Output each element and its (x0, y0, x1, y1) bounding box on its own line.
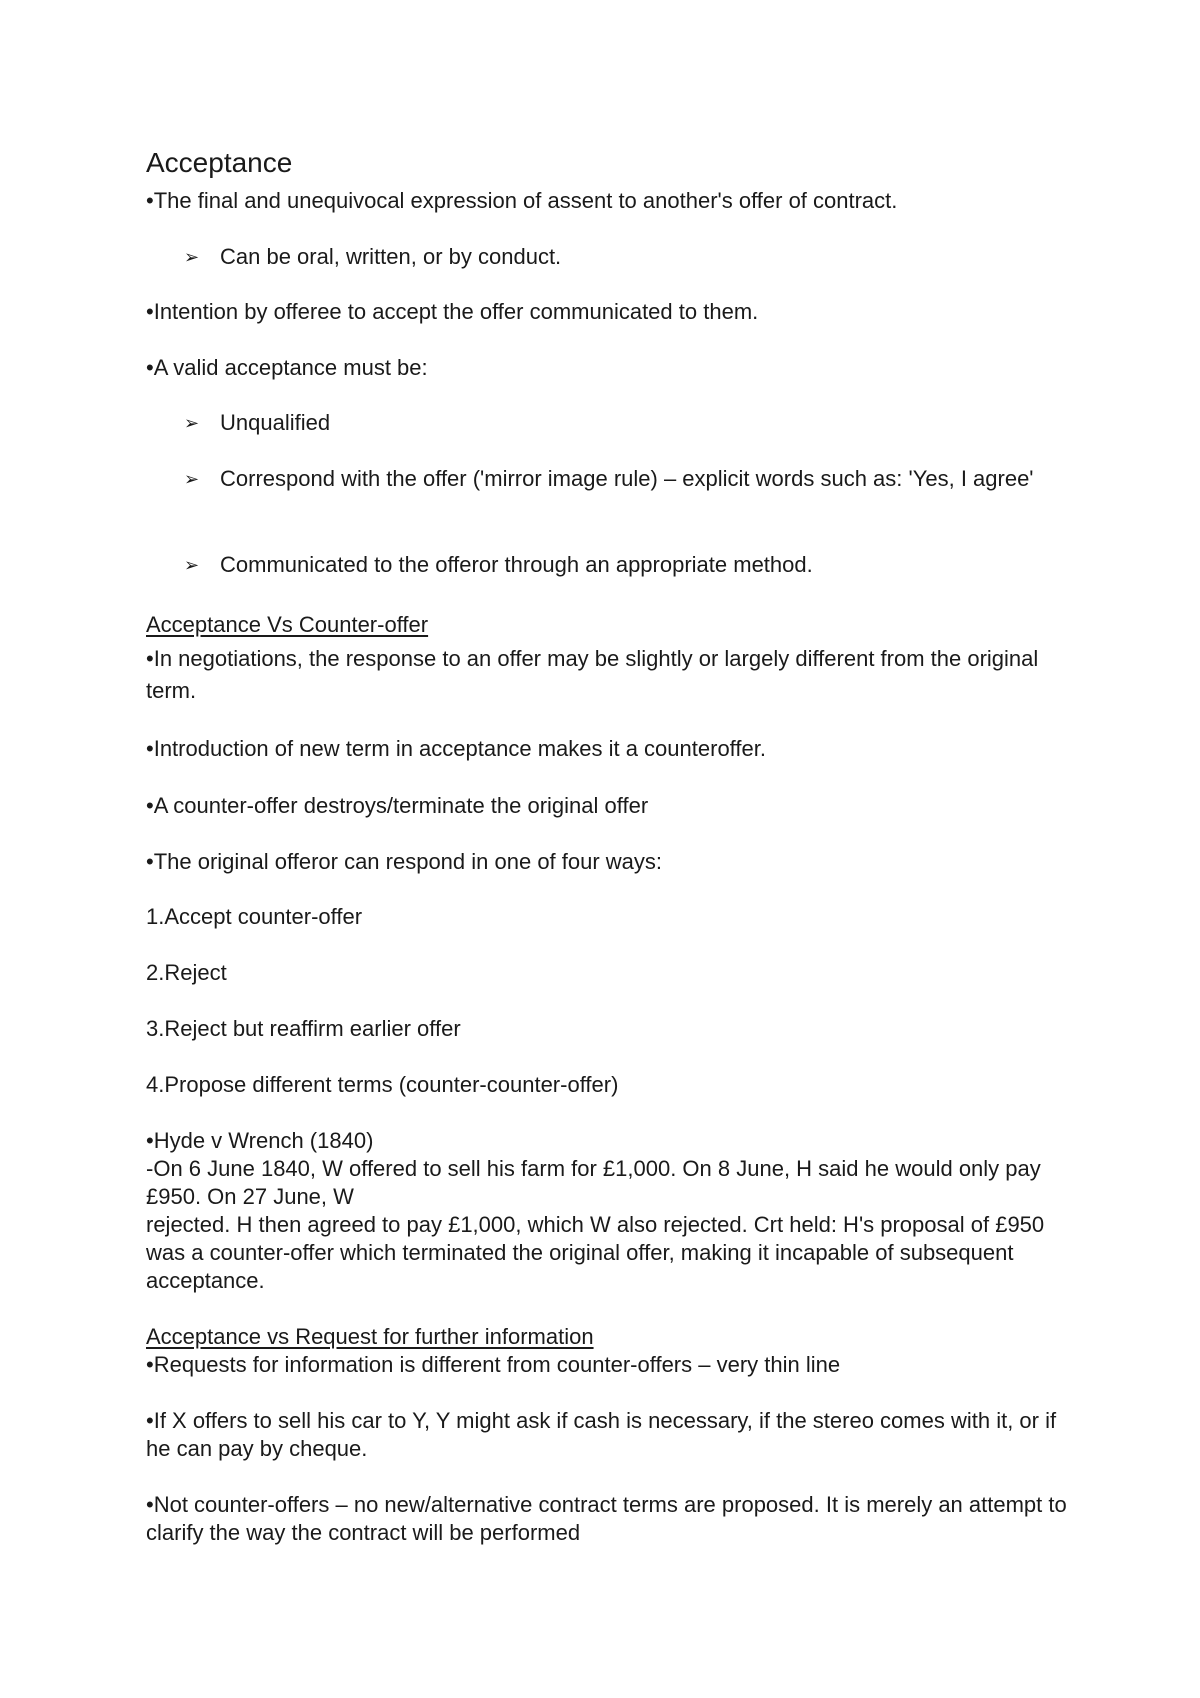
definition-paragraph: •The final and unequivocal expression of assent to another's offer of contract. (146, 188, 898, 213)
intention-paragraph: •Intention by offeree to accept the offer communicated to them. (146, 299, 759, 324)
arrow-bullet-icon: ➢ (184, 469, 200, 489)
new-term-paragraph: •Introduction of new term in acceptance makes it a counteroffer. (146, 736, 766, 761)
valid-requirement-item: Correspond with the offer ('mirror image rule) – explicit words such as: 'Yes, I agree' (220, 466, 1034, 491)
not-counter-offers-paragraph: •Not counter-offers – no new/alternative contract terms are proposed. It is merely an attempt to clarify the way the contract will be performed (146, 1492, 1067, 1545)
request-info-paragraph: •Requests for information is different from counter-offers – very thin line (146, 1352, 841, 1377)
case-facts-line: -On 6 June 1840, W offered to sell his farm for £1,000. On 8 June, H said he would only pay £950. On 27 June, W (146, 1156, 1041, 1209)
negotiations-paragraph: •In negotiations, the response to an offer may be slightly or largely different from the original term. (146, 646, 1039, 703)
arrow-bullet-icon: ➢ (184, 247, 200, 267)
valid-requirement-item: Unqualified (220, 410, 331, 435)
case-title: •Hyde v Wrench (1840) (146, 1128, 374, 1153)
four-ways-intro: •The original offeror can respond in one of four ways: (146, 849, 663, 874)
arrow-bullet-icon: ➢ (184, 555, 200, 575)
definition-subpoint: Can be oral, written, or by conduct. (220, 244, 562, 269)
way-item: 2.Reject (146, 960, 227, 985)
section-heading-request-info: Acceptance vs Request for further information (146, 1324, 594, 1349)
arrow-bullet-icon: ➢ (184, 413, 200, 433)
counter-offer-destroys-paragraph: •A counter-offer destroys/terminate the original offer (146, 793, 649, 818)
way-item: 4.Propose different terms (counter-counter-offer) (146, 1072, 619, 1097)
car-example-paragraph: •If X offers to sell his car to Y, Y might ask if cash is necessary, if the stereo comes with it, or if he can pay by cheque. (146, 1408, 1057, 1461)
way-item: 1.Accept counter-offer (146, 904, 363, 929)
page-title: Acceptance (146, 147, 293, 178)
case-holding: rejected. H then agreed to pay £1,000, which W also rejected. Crt held: H's proposal of £950 was a counter-offer which terminated the original offer, making it incapable of subsequent acceptance. (146, 1212, 1045, 1293)
way-item: 3.Reject but reaffirm earlier offer (146, 1016, 461, 1041)
section-heading-counter-offer: Acceptance Vs Counter-offer (146, 612, 429, 637)
valid-requirement-item: Communicated to the offeror through an appropriate method. (220, 552, 813, 577)
valid-acceptance-intro: •A valid acceptance must be: (146, 355, 428, 380)
